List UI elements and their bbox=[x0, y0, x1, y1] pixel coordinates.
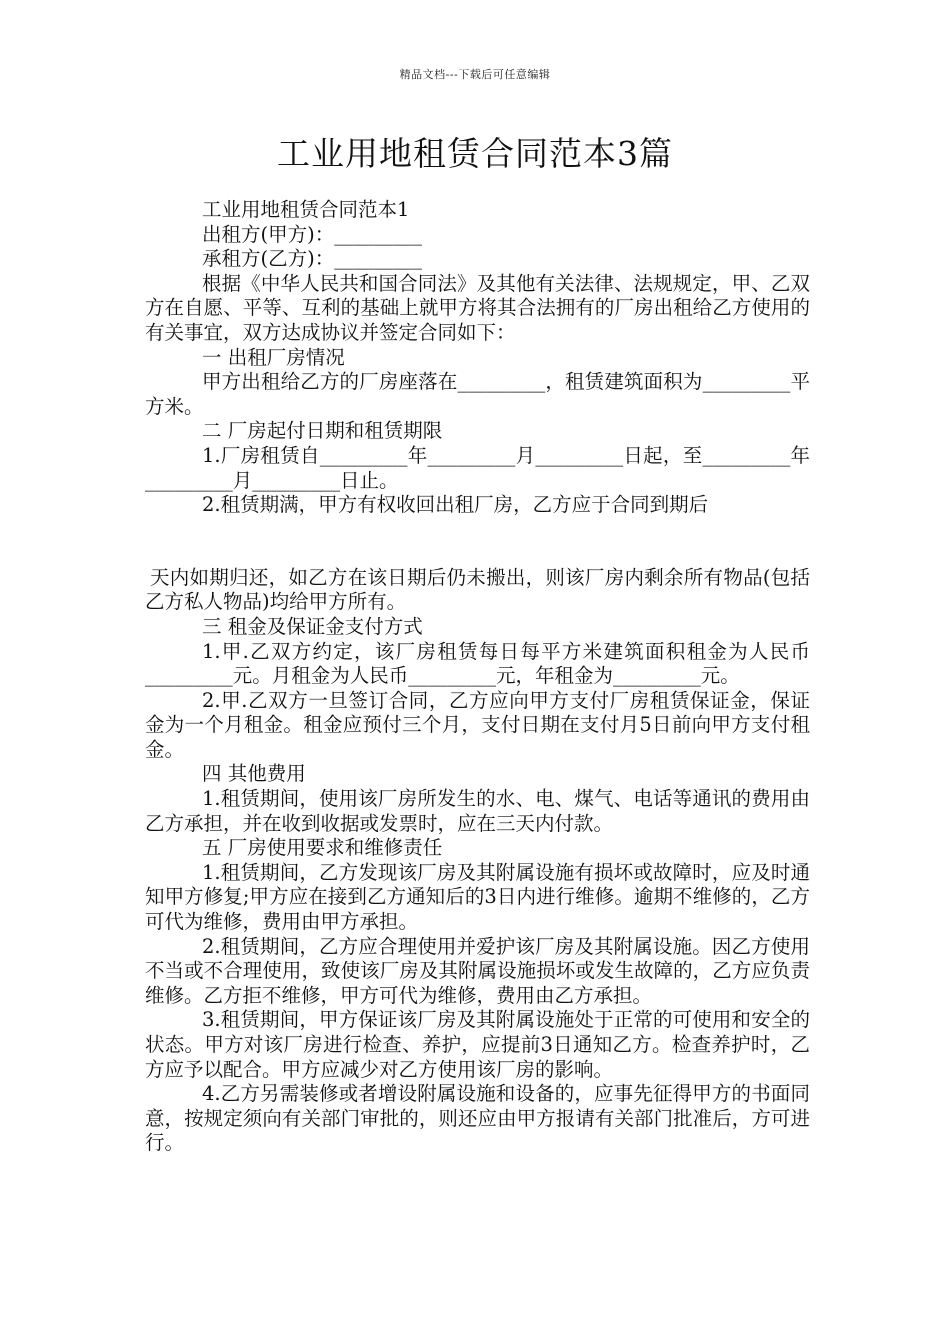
section-5-item-3: 3.租赁期间，甲方保证该厂房及其附属设施处于正常的可使用和安全的状态。甲方对该厂房进行检查、养护，应提前3日通知乙方。检查养护时，乙方应予以配合。甲方应减少对乙方使用该厂房的影响。 bbox=[145, 1008, 810, 1081]
section-5-item-1: 1.租赁期间，乙方发现该厂房及其附属设施有损坏或故障时，应及时通知甲方修复;甲方应在接到乙方通知后的3日内进行维修。逾期不维修的，乙方可代为维修，费用由甲方承担。 bbox=[145, 860, 810, 934]
section-heading-4: 四 其他费用 bbox=[202, 762, 306, 786]
section-2-item-2: 2.租赁期满，甲方有权收回出租厂房，乙方应于合同到期后 bbox=[202, 493, 709, 517]
section-2-item-2-continued: 天内如期归还，如乙方在该日期后仍未搬出，则该厂房内剩余所有物品(包括乙方私人物品)均给甲方所有。 bbox=[145, 565, 810, 614]
section-heading-2: 二 厂房起付日期和租赁期限 bbox=[202, 419, 443, 443]
header-note: 精品文档---下载后可任意编辑 bbox=[399, 68, 551, 81]
section-5-item-2: 2.租赁期间，乙方应合理使用并爱护该厂房及其附属设施。因乙方使用不当或不合理使用，致使该厂房及其附属设施损坏或发生故障的，乙方应负责维修。乙方拒不维修，甲方可代为维修，费用由乙方承担。 bbox=[145, 934, 810, 1007]
contract-subtitle: 工业用地租赁合同范本1 bbox=[202, 198, 410, 221]
document-body bbox=[145, 198, 810, 1156]
section-1-paragraph: 甲方出租给乙方的厂房座落在_________，租赁建筑面积为_________平方米。 bbox=[145, 370, 810, 418]
section-heading-3: 三 租金及保证金支付方式 bbox=[202, 614, 423, 638]
section-3-item-1: 1.甲.乙双方约定，该厂房租赁每日每平方米建筑面积租金为人民币_________元。月租金为人民币_________元，年租金为_________元。 bbox=[145, 639, 810, 688]
document-title: 工业用地租赁合同范本3篇 bbox=[277, 134, 673, 173]
section-4-item-1: 1.租赁期间，使用该厂房所发生的水、电、煤气、电话等通讯的费用由乙方承担，并在收到收据或发票时，应在三天内付款。 bbox=[145, 787, 810, 835]
lessee-line: 承租方(乙方)：_________ bbox=[202, 247, 422, 271]
section-5-item-4: 4.乙方另需装修或者增设附属设施和设备的，应事先征得甲方的书面同意，按规定须向有关部门审批的，则还应由甲方报请有关部门批准后，方可进行。 bbox=[145, 1082, 810, 1155]
section-heading-1: 一 出租厂房情况 bbox=[202, 345, 345, 369]
section-heading-5: 五 厂房使用要求和维修责任 bbox=[202, 836, 443, 860]
section-3-item-2: 2.甲.乙双方一旦签订合同，乙方应向甲方支付厂房租赁保证金，保证金为一个月租金。租金应预付三个月，支付日期在支付月5日前向甲方支付租金。 bbox=[145, 688, 810, 761]
lessor-line: 出租方(甲方)：_________ bbox=[202, 222, 422, 246]
preamble-paragraph: 根据《中华人民共和国合同法》及其他有关法律、法规规定，甲、乙双方在自愿、平等、互利的基础上就甲方将其合法拥有的厂房出租给乙方使用的有关事宜，双方达成协议并签定合同如下： bbox=[145, 271, 810, 344]
section-2-item-1: 1.厂房租赁自_________年_________月_________日起，至_________年_________月_________日止。 bbox=[145, 443, 810, 492]
